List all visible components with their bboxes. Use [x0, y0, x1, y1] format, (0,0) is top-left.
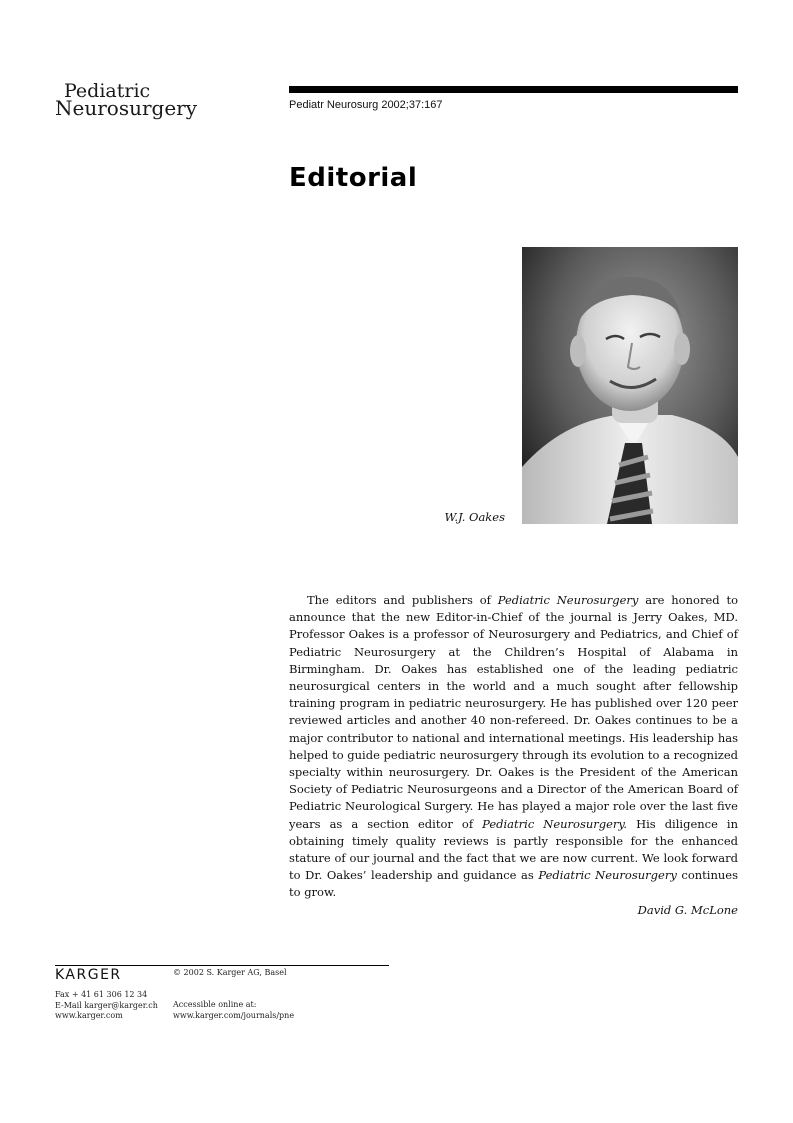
- editorial-paragraph: [289, 592, 738, 902]
- online-access: [173, 1000, 294, 1021]
- journal-citation: Pediatr Neurosurg 2002;37:167: [289, 99, 443, 111]
- paragraph-segment: are honored to announce that the new Editor-in-Chief of the journal is Jerry Oakes, MD. Professor Oakes is a professor of Neurosurgery and Pediatrics, and Chief of Pediatric Neurosurgery at the Children’s Hospital of Alabama in Birmingham. Dr. Oakes has established one of the leading pediatric neurosurgical centers in the world and a much sought after fellowship training program in pediatric neurosurgery. He has published over 120 peer reviewed articles and another 40 non-refereed. Dr. Oakes continues to be a major contributor to national and international meetings. His leadership has helped to guide pediatric neurosurgery through its evolution to a recognized specialty within neurosurgery. Dr. Oakes is the President of the American Society of Pediatric Neurosurgeons and a Director of the American Board of Pediatric Neurological Surgery. He has played a major role over the last five years as a section editor of: [289, 593, 739, 831]
- access-label: Accessible online at:: [173, 1000, 257, 1009]
- author-portrait: [522, 247, 738, 524]
- photo-caption: W.J. Oakes: [444, 510, 505, 524]
- paragraph-segment: The editors and publishers of: [307, 593, 498, 607]
- footer-rule: [55, 965, 389, 966]
- journal-logo-line2: Neurosurgery: [55, 96, 198, 120]
- journal-title-italic: Pediatric Neurosurgery.: [482, 816, 628, 831]
- fax-number: Fax + 41 61 306 12 34: [55, 990, 148, 999]
- section-title: Editorial: [289, 163, 418, 193]
- journal-title-italic: Pediatric Neurosurgery: [497, 593, 639, 607]
- paragraph-segment: continues to grow.: [289, 868, 738, 900]
- article-body: [289, 592, 738, 919]
- journal-title-italic: Pediatric Neurosurgery: [538, 868, 677, 883]
- paragraph-segment: His diligence in obtaining timely quality reviews is partly responsible for the enhanced stature of our journal and the fact that we are now current. We look forward to Dr. Oakes’ leadership and guidance as: [289, 816, 739, 883]
- journal-logo: [55, 80, 215, 120]
- header-rule: [289, 86, 738, 93]
- publisher-contact: [55, 990, 158, 1022]
- publisher-website: www.karger.com: [55, 1011, 123, 1020]
- email-address: E-Mail karger@karger.ch: [55, 1000, 158, 1010]
- access-url: www.karger.com/journals/pne: [173, 1010, 295, 1020]
- author-signature: David G. McLone: [637, 902, 738, 917]
- journal-logo-line1: Pediatric: [64, 80, 151, 102]
- copyright-notice: © 2002 S. Karger AG, Basel: [173, 968, 287, 977]
- publisher-logo: KARGER: [55, 967, 122, 983]
